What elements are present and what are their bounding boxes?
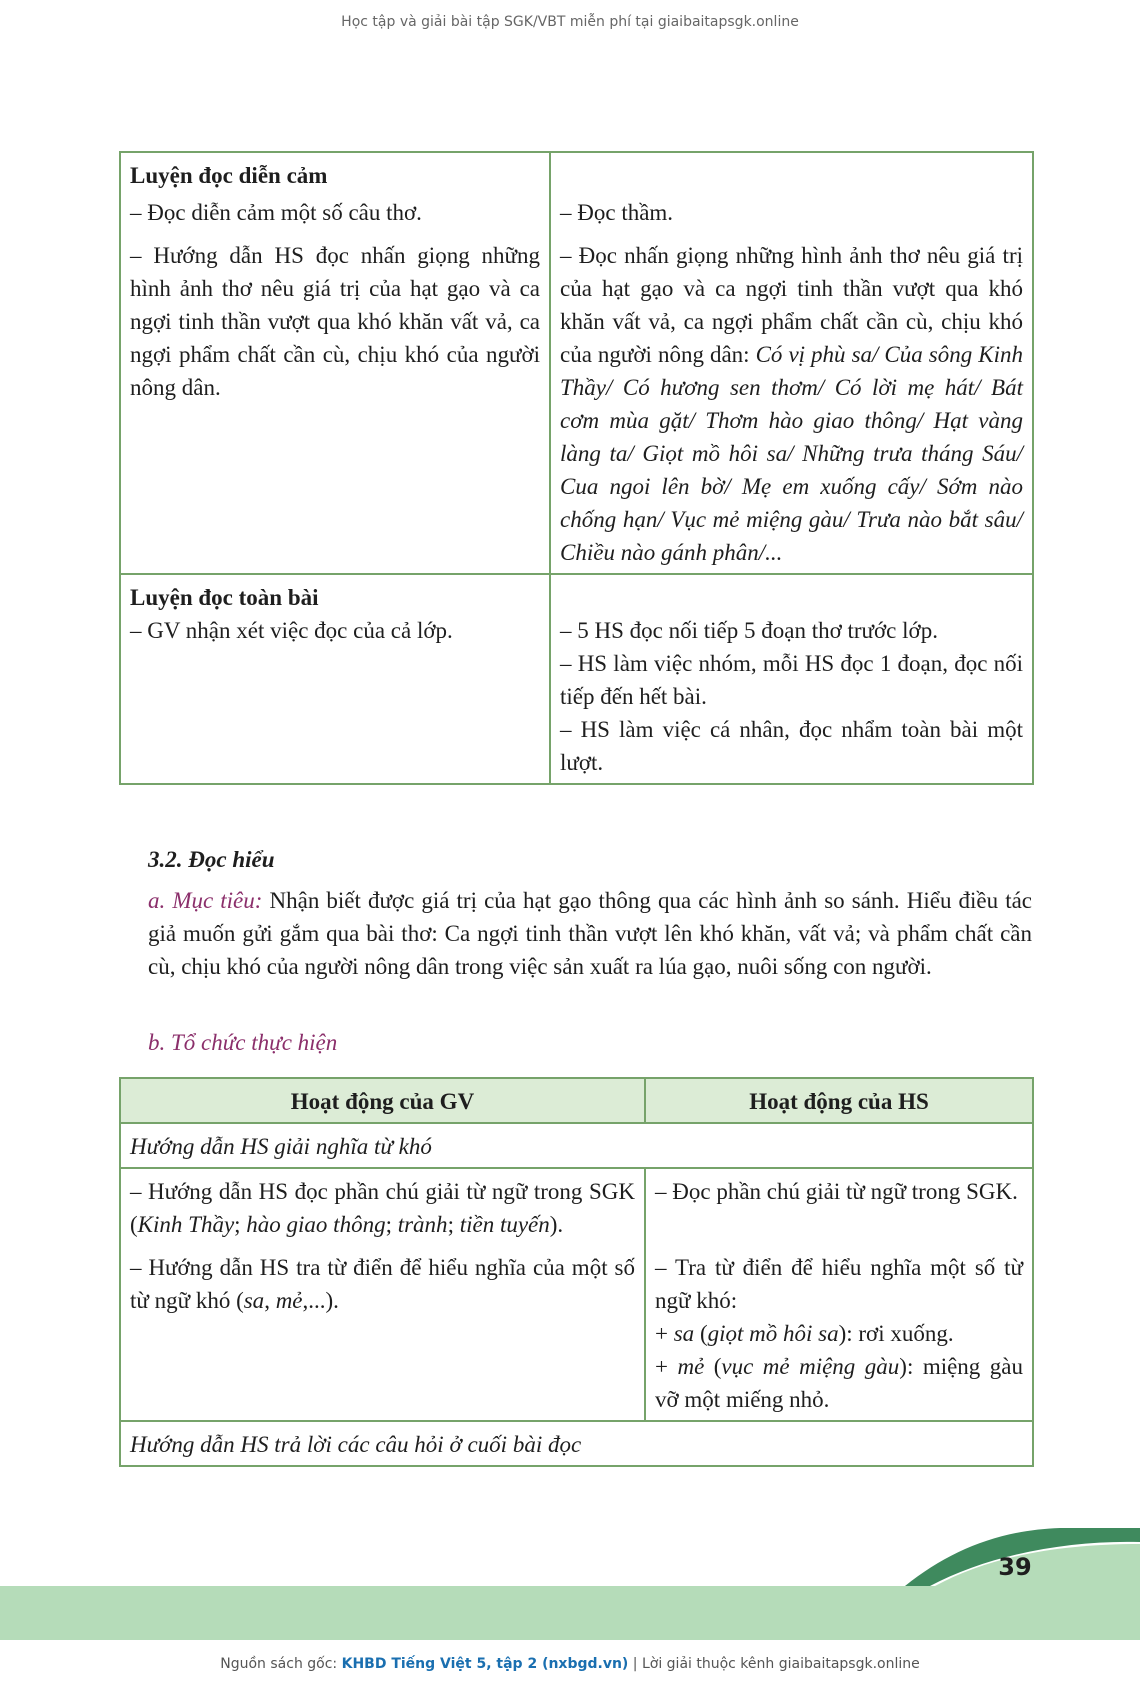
- poem-excerpt: Có vị phù sa/ Của sông Kinh Thầy/ Có hương sen thơm/ Có lời mẹ hát/ Bát cơm mùa gặt/ Thơm hào giao thông/ Hạt vàng làng ta/ Giọt mồ hôi sa/ Những trưa tháng Sáu/ Cua ngoi lên bờ/ Mẹ em xuống cấy/ Sớm nào chống hạn/ Vục mẻ miệng gàu/ Trưa nào bắt sâu/ Chiều nào gánh phân/...: [560, 342, 1023, 565]
- gv-text: – Hướng dẫn HS đọc nhấn giọng những hình ảnh thơ nêu giá trị của hạt gạo và ca ngợi tinh thần vượt qua khó khăn vất vả, ca ngợi phẩm chất cần cù, chịu khó của người nông dân.: [130, 243, 540, 400]
- objective-label: a. Mục tiêu:: [148, 888, 263, 913]
- hs-text: – Tra từ điển để hiểu nghĩa một số từ ngữ khó:: [655, 1255, 1023, 1313]
- lesson-table-comprehension: [119, 1077, 1034, 1467]
- section-title: 3.2. Đọc hiểu: [148, 847, 275, 872]
- table-row: [120, 1123, 1033, 1168]
- gv-cell: [120, 1168, 645, 1421]
- section-organization: [148, 1026, 1032, 1059]
- table-header-row: [120, 1078, 1033, 1123]
- hs-text: – Đọc thầm.: [560, 200, 674, 225]
- hs-text: – HS làm việc cá nhân, đọc nhẩm toàn bài một lượt.: [560, 717, 1023, 775]
- row-heading: Luyện đọc toàn bài: [130, 585, 319, 610]
- hs-definition: + mẻ (vục mẻ miệng gàu): miệng gàu vỡ một miếng nhỏ.: [655, 1354, 1023, 1412]
- column-header-gv: Hoạt động của GV: [120, 1078, 645, 1123]
- column-header-hs: Hoạt động của HS: [645, 1078, 1033, 1123]
- table-row: [120, 574, 1033, 784]
- table-row: [120, 1421, 1033, 1466]
- hs-text: – Đọc phần chú giải từ ngữ trong SGK.: [655, 1179, 1018, 1204]
- hs-text: – HS làm việc nhóm, mỗi HS đọc 1 đoạn, đọc nối tiếp đến hết bài.: [560, 651, 1023, 709]
- hs-cell: [550, 152, 1033, 574]
- source-link[interactable]: KHBD Tiếng Việt 5, tập 2 (nxbgd.vn): [341, 1656, 629, 1672]
- organization-label: b. Tổ chức thực hiện: [148, 1030, 338, 1055]
- hs-cell: [645, 1168, 1033, 1421]
- span-row-heading: Hướng dẫn HS giải nghĩa từ khó: [120, 1123, 1033, 1168]
- hs-cell: [550, 574, 1033, 784]
- hs-definition: + sa (giọt mồ hôi sa): rơi xuống.: [655, 1321, 954, 1346]
- hs-text-plain: – Đọc nhấn giọng những hình ảnh thơ nêu giá trị của hạt gạo và ca ngợi tinh thần vượt qua khó khăn vất vả, ca ngợi phẩm chất cần cù, chịu khó của người nông dân:: [560, 243, 1023, 367]
- page-corner-decoration: [0, 1520, 1140, 1640]
- section-objective: [148, 884, 1032, 983]
- lesson-table-reading: [119, 151, 1034, 785]
- hs-text: [560, 239, 1023, 569]
- gv-text: – Đọc diễn cảm một số câu thơ.: [130, 200, 422, 225]
- hs-text: – 5 HS đọc nối tiếp 5 đoạn thơ trước lớp.: [560, 618, 938, 643]
- page-number: 39: [998, 1553, 1032, 1581]
- gv-text: – Hướng dẫn HS tra từ điển để hiểu nghĩa của một số từ ngữ khó (sa, mẻ,...).: [130, 1255, 635, 1313]
- gv-text: – GV nhận xét việc đọc của cả lớp.: [130, 618, 453, 643]
- objective-text: Nhận biết được giá trị của hạt gạo thông qua các hình ảnh so sánh. Hiểu điều tác giả muốn gửi gắm qua bài thơ: Ca ngợi tinh thần vượt lên khó khăn, vất vả; và phẩm chất cần cù, chịu khó của người nông dân trong việc sản xuất ra lúa gạo, nuôi sống con người.: [148, 888, 1033, 979]
- table-row: [120, 152, 1033, 574]
- gv-cell: [120, 152, 550, 574]
- footer-band: [0, 1586, 1140, 1640]
- header-note: Học tập và giải bài tập SGK/VBT miễn phí tại giaibaitapsgk.online: [341, 14, 799, 30]
- footer-note: Nguồn sách gốc: KHBD Tiếng Việt 5, tập 2 (nxbgd.vn) | Lời giải thuộc kênh giaibaitapsgk.online: [220, 1656, 920, 1672]
- gv-cell: [120, 574, 550, 784]
- gv-text: – Hướng dẫn HS đọc phần chú giải từ ngữ trong SGK (Kinh Thầy; hào giao thông; trành; tiền tuyến).: [130, 1179, 635, 1237]
- row-heading: Luyện đọc diễn cảm: [130, 163, 328, 188]
- table-row: [120, 1168, 1033, 1421]
- span-row-heading: Hướng dẫn HS trả lời các câu hỏi ở cuối bài đọc: [120, 1421, 1033, 1466]
